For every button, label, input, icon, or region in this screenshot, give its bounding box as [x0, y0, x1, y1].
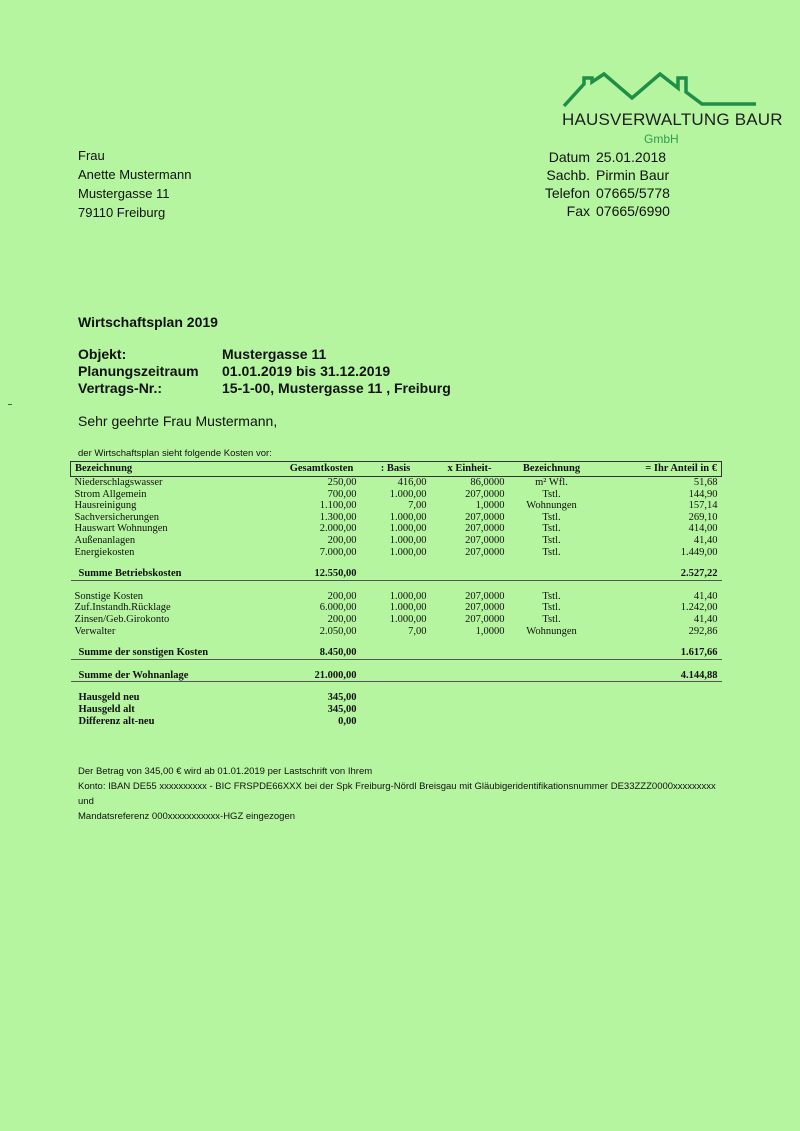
- table-cell: 1,0000: [475, 625, 505, 637]
- table-cell: 250,00: [327, 477, 357, 488]
- table-cell: 1.449,00: [680, 546, 718, 558]
- cost-table: [70, 461, 722, 727]
- table-cell: [509, 568, 595, 580]
- meta-label: Telefon: [544, 185, 590, 201]
- table-cell: Energiekosten: [74, 546, 135, 558]
- meta-row-date: [520, 148, 670, 166]
- meta-row-fax: [520, 202, 670, 220]
- meta-label: Fax: [566, 203, 590, 219]
- hausgeld-row: [71, 692, 722, 704]
- table-cell: Strom Allgemein: [74, 488, 147, 500]
- table-row: [71, 591, 722, 603]
- table-cell: Tstl.: [542, 590, 561, 602]
- table-cell: 1.000,00: [389, 613, 427, 625]
- table-cell: Wohnungen: [526, 500, 577, 512]
- contract-label: Vertrags-Nr.:: [78, 380, 163, 396]
- table-cell: 1.100,00: [319, 500, 357, 512]
- table-cell: 41,40: [693, 534, 718, 546]
- table-row: [71, 602, 722, 614]
- table-cell: [361, 568, 431, 580]
- table-cell: [595, 692, 722, 704]
- spacer-cell: [71, 659, 722, 670]
- table-row: [71, 547, 722, 559]
- table-row: [71, 523, 722, 535]
- table-cell: Hausreinigung: [74, 500, 137, 512]
- table-cell: Tstl.: [542, 511, 561, 523]
- table-cell: Zinsen/Geb.Girokonto: [74, 613, 170, 625]
- header-cell: Bezeichnung: [71, 462, 283, 477]
- table-cell: [361, 670, 431, 682]
- header-cell: = Ihr Anteil in €: [595, 462, 722, 477]
- sum-row: [71, 670, 722, 682]
- table-cell: Sachversicherungen: [74, 511, 160, 523]
- table-cell: Tstl.: [542, 613, 561, 625]
- table-cell: 41,40: [693, 613, 718, 625]
- hausgeld-row: [71, 704, 722, 716]
- recipient-line: 79110 Freiburg: [78, 205, 166, 220]
- table-cell: 1.000,00: [389, 534, 427, 546]
- spacer-row: [71, 682, 722, 693]
- meta-row-clerk: [520, 166, 670, 184]
- table-cell: Summe Betriebskosten: [71, 568, 283, 580]
- table-cell: 1.000,00: [389, 602, 427, 614]
- spacer-row: [71, 558, 722, 568]
- company-subtitle: GmbH: [644, 132, 679, 146]
- table-cell: 1.000,00: [389, 546, 427, 558]
- company-logo-roof-icon: [560, 70, 760, 110]
- table-cell: 2.527,22: [595, 568, 722, 580]
- spacer-cell: [71, 637, 722, 647]
- recipient-line: Anette Mustermann: [78, 167, 192, 182]
- table-cell: 700,00: [327, 488, 357, 500]
- table-cell: 207,0000: [465, 546, 505, 558]
- intro-text: der Wirtschaftsplan sieht folgende Kosten vor:: [78, 448, 272, 459]
- table-cell: 207,0000: [465, 523, 505, 535]
- table-cell: m² Wfl.: [535, 477, 568, 488]
- table-cell: 292,86: [688, 625, 718, 637]
- table-cell: [431, 568, 509, 580]
- table-row: [71, 500, 722, 512]
- contract-value: 15-1-00, Mustergasse 11 , Freiburg: [222, 380, 451, 396]
- table-cell: [509, 647, 595, 659]
- table-cell: 1.000,00: [389, 488, 427, 500]
- table-cell: [509, 692, 595, 704]
- table-cell: 416,00: [397, 477, 427, 488]
- meta-row-phone: [520, 184, 670, 202]
- table-cell: Summe der sonstigen Kosten: [71, 647, 283, 659]
- object-label: Objekt:: [78, 346, 127, 362]
- table-row: [71, 512, 722, 524]
- table-cell: [361, 692, 431, 704]
- spacer-cell: [71, 558, 722, 568]
- table-cell: [361, 716, 431, 728]
- table-cell: Sonstige Kosten: [74, 590, 144, 602]
- meta-label: Datum: [548, 149, 590, 165]
- table-cell: 7,00: [408, 625, 427, 637]
- table-cell: Tstl.: [542, 523, 561, 535]
- meta-value: Pirmin Baur: [596, 167, 670, 183]
- table-cell: 200,00: [327, 613, 357, 625]
- table-cell: 86,0000: [470, 477, 505, 488]
- meta-value: 25.01.2018: [596, 149, 667, 165]
- header-cell: : Basis: [361, 462, 431, 477]
- table-cell: 1.617,66: [595, 647, 722, 659]
- meta-label: Sachb.: [546, 167, 590, 183]
- period-value: 01.01.2019 bis 31.12.2019: [222, 363, 391, 379]
- table-cell: Tstl.: [542, 534, 561, 546]
- table-row: [71, 489, 722, 501]
- table-cell: [361, 704, 431, 716]
- table-cell: [361, 647, 431, 659]
- sum-row: [71, 568, 722, 580]
- letter-meta: [520, 148, 670, 220]
- table-cell: 144,90: [688, 488, 718, 500]
- sum-row: [71, 647, 722, 659]
- table-cell: 0,00: [338, 715, 357, 727]
- table-row: [71, 626, 722, 638]
- table-cell: Hausgeld alt: [78, 703, 135, 715]
- footer-line: Konto: IBAN DE55 xxxxxxxxxx - BIC FRSPDE66XXX bei der Spk Freiburg-Nördl Breisgau mit Gläubigeridentifikationsnummer DE33ZZZ0000xxxxxxxxx und: [78, 781, 716, 807]
- table-cell: 21.000,00: [283, 670, 361, 682]
- table-cell: [595, 704, 722, 716]
- table-cell: 1.000,00: [389, 590, 427, 602]
- table-cell: 207,0000: [465, 613, 505, 625]
- table-cell: Hausgeld neu: [78, 692, 140, 704]
- document-title: Wirtschaftsplan 2019: [78, 314, 218, 330]
- table-cell: 4.144,88: [595, 670, 722, 682]
- table-cell: Niederschlagswasser: [74, 477, 163, 488]
- table-cell: 1.000,00: [389, 523, 427, 535]
- company-name: HAUSVERWALTUNG BAUR: [562, 110, 783, 129]
- table-cell: Tstl.: [542, 546, 561, 558]
- table-cell: 1.000,00: [389, 511, 427, 523]
- table-cell: Wohnungen: [526, 625, 577, 637]
- table-row: [71, 535, 722, 547]
- fold-mark: [8, 404, 12, 405]
- table-cell: Zuf.Instandh.Rücklage: [74, 602, 171, 614]
- table-cell: 345,00: [327, 692, 357, 704]
- recipient-line: Mustergasse 11: [78, 186, 170, 201]
- meta-value: 07665/6990: [596, 203, 670, 219]
- table-cell: 12.550,00: [283, 568, 361, 580]
- table-cell: 207,0000: [465, 534, 505, 546]
- table-cell: 200,00: [327, 590, 357, 602]
- table-cell: [431, 647, 509, 659]
- table-cell: 51,68: [693, 477, 718, 488]
- table-cell: [431, 670, 509, 682]
- table-cell: 207,0000: [465, 511, 505, 523]
- table-cell: 345,00: [327, 703, 357, 715]
- spacer-row: [71, 637, 722, 647]
- greeting: Sehr geehrte Frau Mustermann,: [78, 413, 278, 429]
- table-cell: 414,00: [688, 523, 718, 535]
- hausgeld-row: [71, 716, 722, 728]
- table-cell: Hauswart Wohnungen: [74, 523, 168, 535]
- table-cell: [509, 716, 595, 728]
- table-cell: Differenz alt-neu: [78, 715, 155, 727]
- table-cell: Tstl.: [542, 602, 561, 614]
- table-body: [71, 477, 722, 728]
- spacer-row: [71, 580, 722, 591]
- spacer-cell: [71, 580, 722, 591]
- meta-value: 07665/5778: [596, 185, 670, 201]
- table-cell: Verwalter: [74, 625, 116, 637]
- table-cell: Tstl.: [542, 488, 561, 500]
- table-cell: [509, 704, 595, 716]
- table-cell: 1.242,00: [680, 602, 718, 614]
- table-cell: 207,0000: [465, 488, 505, 500]
- table-cell: 41,40: [693, 590, 718, 602]
- table-cell: [595, 716, 722, 728]
- table-cell: 2.050,00: [319, 625, 357, 637]
- header-cell: Gesamtkosten: [283, 462, 361, 477]
- table-cell: [431, 704, 509, 716]
- header-cell: Bezeichnung: [509, 462, 595, 477]
- table-cell: 7.000,00: [319, 546, 357, 558]
- table-cell: 7,00: [408, 500, 427, 512]
- table-cell: [431, 716, 509, 728]
- footer-line: Der Betrag von 345,00 € wird ab 01.01.2019 per Lastschrift von Ihrem: [78, 766, 373, 777]
- object-value: Mustergasse 11: [222, 346, 327, 362]
- table-cell: 2.000,00: [319, 523, 357, 535]
- table-cell: 157,14: [688, 500, 718, 512]
- table-cell: Außenanlagen: [74, 534, 136, 546]
- period-row: [78, 363, 451, 380]
- header-cell: x Einheit-: [431, 462, 509, 477]
- period-label: Planungszeitraum: [78, 363, 199, 379]
- recipient-line: Frau: [78, 148, 105, 163]
- object-row: [78, 346, 451, 363]
- footer-line: Mandatsreferenz 000xxxxxxxxxxx-HGZ eingezogen: [78, 811, 296, 822]
- table-cell: 1,0000: [475, 500, 505, 512]
- recipient-address: [78, 146, 191, 222]
- table-cell: 8.450,00: [283, 647, 361, 659]
- table-cell: 6.000,00: [319, 602, 357, 614]
- spacer-row: [71, 659, 722, 670]
- spacer-cell: [71, 682, 722, 693]
- table-header-row: [71, 462, 722, 477]
- table-cell: 207,0000: [465, 590, 505, 602]
- table-row: [71, 477, 722, 489]
- table-row: [71, 614, 722, 626]
- table-cell: [431, 692, 509, 704]
- table-cell: 1.300,00: [319, 511, 357, 523]
- table-cell: 269,10: [688, 511, 718, 523]
- object-info: [78, 346, 451, 397]
- table-cell: Summe der Wohnanlage: [71, 670, 283, 682]
- table-cell: [509, 670, 595, 682]
- contract-row: [78, 380, 451, 397]
- footer-note: [78, 764, 718, 824]
- table-cell: 200,00: [327, 534, 357, 546]
- table-cell: 207,0000: [465, 602, 505, 614]
